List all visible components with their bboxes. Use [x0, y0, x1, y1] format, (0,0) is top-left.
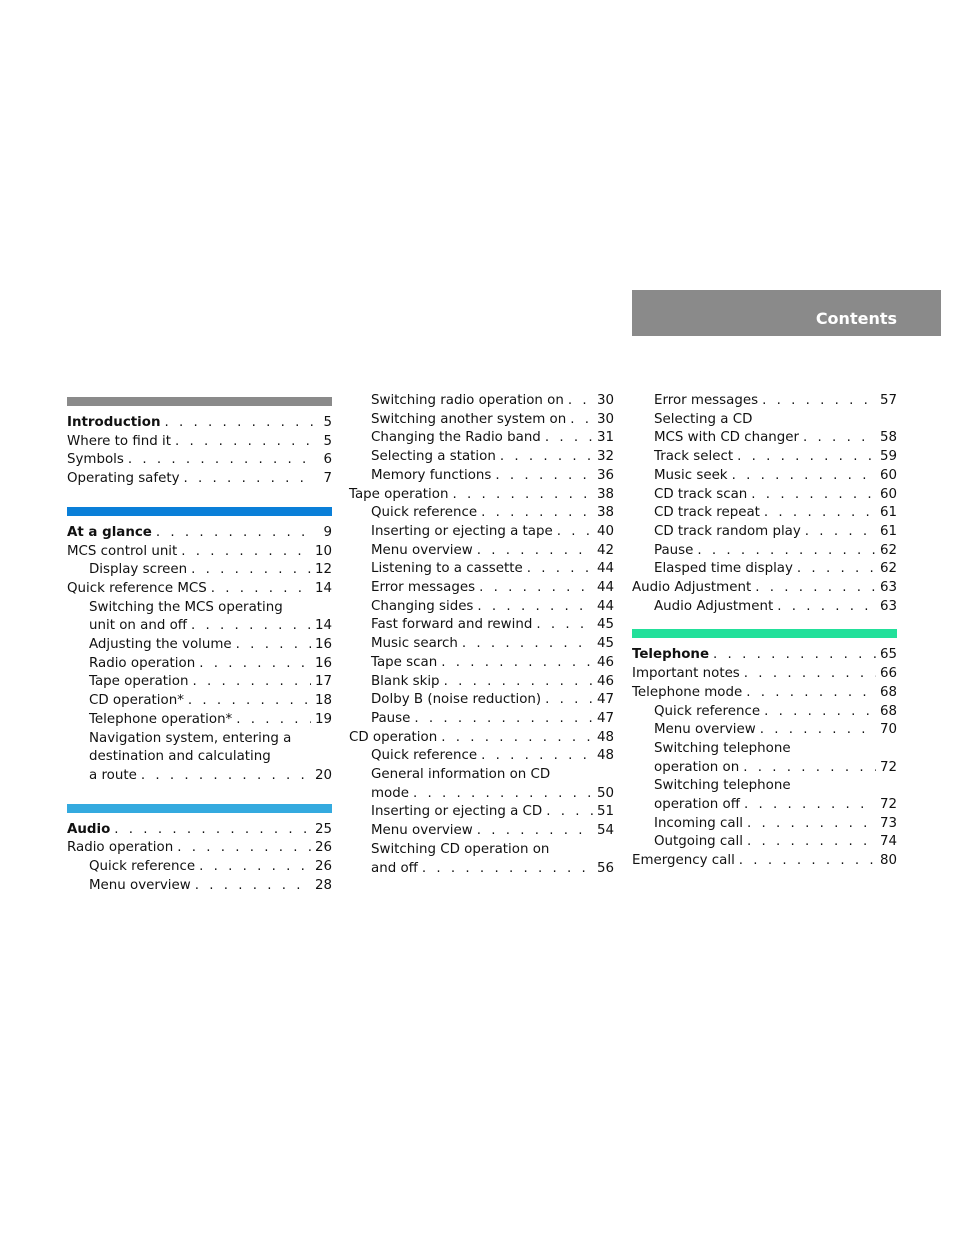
toc-entry-telephone-menu-overview[interactable]: Menu overview . . . 70 [632, 721, 897, 740]
toc-entry-fast-forward[interactable]: Fast forward and rewind . . . 45 [349, 616, 614, 635]
toc-entry-audio-adjustment[interactable]: Audio Adjustment . . . 63 [632, 579, 897, 598]
toc-entry-tape-quick-reference[interactable]: Quick reference . . . 38 [349, 504, 614, 523]
toc-entry-selecting-cd[interactable]: MCS with CD changer . . . 58 [632, 429, 897, 448]
telephone-section-bar [632, 629, 897, 638]
toc-entry-introduction[interactable]: Introduction . . . 5 [67, 414, 332, 433]
toc-entry-tape-scan[interactable]: Tape scan . . . 46 [349, 654, 614, 673]
toc-entry-operating-safety[interactable]: Operating safety . . . 7 [67, 470, 332, 489]
toc-entry-telephone-operation-glance[interactable]: Telephone operation* . . . 19 [67, 711, 332, 730]
toc-entry-switching-phone-off-line1[interactable]: Switching telephone [654, 778, 791, 794]
toc-entry-memory-functions[interactable]: Memory functions . . . 36 [349, 467, 614, 486]
toc-entry-navigation-line2[interactable]: destination and calculating [89, 749, 271, 765]
toc-entry-emergency-call[interactable]: Emergency call . . . 80 [632, 852, 897, 871]
toc-entry-audio[interactable]: Audio . . . 25 [67, 821, 332, 840]
toc-column-1 [67, 397, 332, 895]
toc-entry-radio-menu-overview[interactable]: Menu overview . . . 28 [67, 877, 332, 896]
toc-entry-at-a-glance[interactable]: At a glance . . . 9 [67, 524, 332, 543]
toc-entry-switching-mcs-line1[interactable]: Switching the MCS operating [89, 599, 283, 615]
toc-entry-cd-operation[interactable]: CD operation . . . 48 [349, 729, 614, 748]
toc-entry-switching-mcs[interactable]: unit on and off . . . 14 [67, 617, 332, 636]
audio-section-bar [67, 804, 332, 813]
toc-entry-cd-track-repeat[interactable]: CD track repeat . . . 61 [632, 504, 897, 523]
toc-entry-tape-operation-glance[interactable]: Tape operation . . . 17 [67, 673, 332, 692]
toc-entry-incoming-call[interactable]: Incoming call . . . 73 [632, 815, 897, 834]
toc-entry-audio-adjustment-sub[interactable]: Audio Adjustment . . . 63 [632, 598, 897, 617]
toc-entry-telephone[interactable]: Telephone . . . 65 [632, 646, 897, 665]
toc-entry-where-to-find-it[interactable]: Where to find it . . . 5 [67, 433, 332, 452]
contents-header [632, 290, 941, 336]
toc-entry-radio-quick-reference[interactable]: Quick reference . . . 26 [67, 858, 332, 877]
introduction-section-bar [67, 397, 332, 406]
toc-entry-display-screen[interactable]: Display screen . . . 12 [67, 561, 332, 580]
toc-entry-symbols[interactable]: Symbols . . . 6 [67, 451, 332, 470]
toc-entry-elapsed-time[interactable]: Elasped time display . . . 62 [632, 560, 897, 579]
toc-entry-changing-radio-band[interactable]: Changing the Radio band . . . 31 [349, 429, 614, 448]
toc-entry-dolby-b[interactable]: Dolby B (noise reduction) . . . 47 [349, 691, 614, 710]
toc-entry-switching-phone-off[interactable]: operation off . . . 72 [632, 796, 897, 815]
toc-entry-music-search[interactable]: Music search . . . 45 [349, 635, 614, 654]
toc-entry-switching-radio-on[interactable]: Switching radio operation on . . . 30 [349, 392, 614, 411]
toc-entry-switching-another-system[interactable]: Switching another system on . . . 30 [349, 411, 614, 430]
toc-entry-inserting-tape[interactable]: Inserting or ejecting a tape . . . 40 [349, 523, 614, 542]
toc-entry-general-info-line1[interactable]: General information on CD [371, 767, 551, 783]
toc-entry-navigation[interactable]: a route . . . 20 [67, 767, 332, 786]
toc-entry-outgoing-call[interactable]: Outgoing call . . . 74 [632, 833, 897, 852]
toc-entry-tape-pause[interactable]: Pause . . . 47 [349, 710, 614, 729]
toc-entry-cd-track-random[interactable]: CD track random play . . . 61 [632, 523, 897, 542]
toc-entry-switching-phone-on-line1[interactable]: Switching telephone [654, 740, 791, 756]
toc-entry-tape-error-messages[interactable]: Error messages . . . 44 [349, 579, 614, 598]
toc-entry-important-notes[interactable]: Important notes . . . 66 [632, 665, 897, 684]
toc-entry-cd-track-scan[interactable]: CD track scan . . . 60 [632, 486, 897, 505]
toc-entry-selecting-station[interactable]: Selecting a station . . . 32 [349, 448, 614, 467]
toc-entry-radio-operation-glance[interactable]: Radio operation . . . 16 [67, 655, 332, 674]
toc-entry-track-select[interactable]: Track select . . . 59 [632, 448, 897, 467]
toc-entry-mcs-control-unit[interactable]: MCS control unit . . . 10 [67, 543, 332, 562]
toc-entry-adjusting-volume[interactable]: Adjusting the volume . . . 16 [67, 636, 332, 655]
toc-entry-blank-skip[interactable]: Blank skip . . . 46 [349, 673, 614, 692]
toc-column-2 [349, 392, 614, 878]
toc-entry-telephone-quick-reference[interactable]: Quick reference . . . 68 [632, 703, 897, 722]
toc-entry-cd-pause[interactable]: Pause . . . 62 [632, 542, 897, 561]
toc-entry-cd-quick-reference[interactable]: Quick reference . . . 48 [349, 747, 614, 766]
toc-entry-selecting-cd-line1[interactable]: Selecting a CD [654, 411, 753, 427]
toc-entry-general-info[interactable]: mode . . . 50 [349, 785, 614, 804]
toc-entry-radio-operation[interactable]: Radio operation . . . 26 [67, 839, 332, 858]
toc-entry-cd-menu-overview[interactable]: Menu overview . . . 54 [349, 822, 614, 841]
toc-entry-switching-cd[interactable]: and off . . . 56 [349, 860, 614, 879]
toc-entry-cd-error-messages[interactable]: Error messages . . . 57 [632, 392, 897, 411]
toc-entry-tape-menu-overview[interactable]: Menu overview . . . 42 [349, 542, 614, 561]
toc-column-3 [632, 392, 897, 871]
toc-entry-navigation-line1[interactable]: Navigation system, entering a [89, 730, 292, 746]
toc-entry-switching-phone-on[interactable]: operation on . . . 72 [632, 759, 897, 778]
toc-entry-music-seek[interactable]: Music seek . . . 60 [632, 467, 897, 486]
toc-entry-quick-reference-mcs[interactable]: Quick reference MCS . . . 14 [67, 580, 332, 599]
toc-entry-listening-cassette[interactable]: Listening to a cassette . . . 44 [349, 560, 614, 579]
toc-entry-cd-operation-glance[interactable]: CD operation* . . . 18 [67, 692, 332, 711]
toc-entry-switching-cd-line1[interactable]: Switching CD operation on [371, 841, 550, 857]
toc-entry-tape-operation[interactable]: Tape operation . . . 38 [349, 486, 614, 505]
at-a-glance-section-bar [67, 507, 332, 516]
toc-entry-telephone-mode[interactable]: Telephone mode . . . 68 [632, 684, 897, 703]
toc-entry-changing-sides[interactable]: Changing sides . . . 44 [349, 598, 614, 617]
toc-entry-inserting-cd[interactable]: Inserting or ejecting a CD . . . 51 [349, 803, 614, 822]
page-title: Contents [815, 309, 897, 328]
